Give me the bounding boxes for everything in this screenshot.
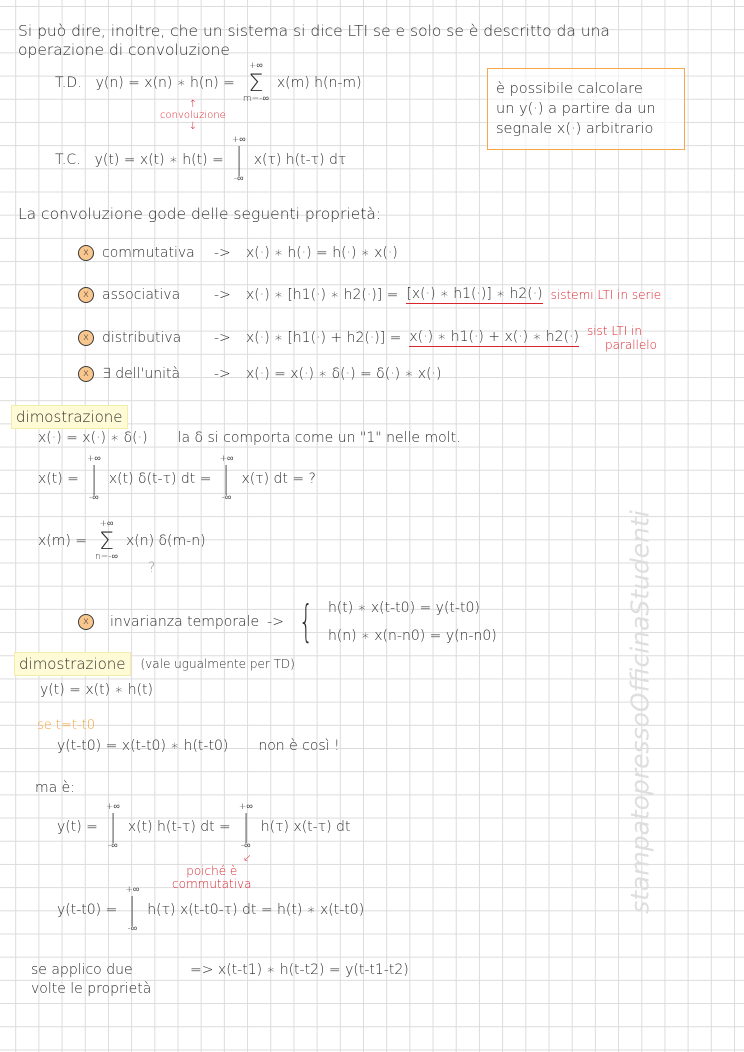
property-time-invariance <box>78 596 497 647</box>
tc-int-top: +∞ <box>231 135 246 145</box>
int-bottom: -∞ <box>108 841 118 851</box>
ytt0-row <box>57 886 364 934</box>
sum-top: +∞ <box>99 519 114 529</box>
xm-sum: x(n) δ(m-n) <box>125 533 206 549</box>
proof-line: y(t) = x(t) ∗ h(t) <box>40 682 153 698</box>
invariance-eq-1: h(t) ∗ x(t-t0) = y(t-t0) <box>327 600 480 616</box>
xm-row <box>38 520 206 562</box>
integral-icon: | <box>223 461 230 496</box>
question-mark: ? <box>148 560 156 576</box>
arrow-icon: -> <box>214 245 231 261</box>
yt-int1: x(t) h(t-τ) dt = <box>127 819 231 835</box>
tc-int-bottom: -∞ <box>233 174 244 184</box>
convolution-arrow-down-icon: ↓ <box>188 121 198 132</box>
bullet-icon: x <box>78 614 94 630</box>
proof-line: x(·) = x(·) ∗ δ(·) <box>38 430 148 446</box>
integral <box>219 455 233 503</box>
xt-row <box>38 455 316 503</box>
convolution-annotation <box>160 99 226 132</box>
proof1-line-row <box>38 430 461 446</box>
because-arrow-icon: ↙ <box>243 853 252 864</box>
integral-icon: | <box>235 142 242 177</box>
property-name: commutativa <box>102 245 195 261</box>
tc-lhs: y(t) = x(t) ∗ h(t) = <box>94 152 224 168</box>
property-underlined: x(·) ∗ h1(·) + x(·) ∗ h2(·) <box>409 329 579 345</box>
arrow-icon: -> <box>214 366 231 382</box>
sigma-icon: Σ <box>248 69 264 97</box>
tc-label: T.C. <box>55 152 81 168</box>
condition: se t=t-t0 <box>37 718 96 733</box>
arrow-icon: -> <box>214 287 231 303</box>
apply-line-1: se applico due <box>31 962 133 978</box>
property-name: invarianza temporale <box>110 614 260 630</box>
property-name: distributiva <box>102 330 182 346</box>
arrow-icon: -> <box>267 614 284 630</box>
watermark: stampatopressoOfficinaStudenti <box>625 510 655 914</box>
int-bottom: -∞ <box>221 493 232 503</box>
yt-row <box>57 803 350 851</box>
brace-icon: { <box>298 596 313 647</box>
integral-icon: | <box>129 892 136 927</box>
integral <box>106 803 120 851</box>
integral-icon: | <box>90 461 97 496</box>
td-sum-bottom: m=-∞ <box>242 94 269 104</box>
bullet-icon: x <box>78 330 94 346</box>
integral <box>125 886 139 934</box>
proof-comment: la δ si comporta come un "1" nelle molt. <box>177 430 461 446</box>
property-formula: x(·) ∗ [h1(·) + h2(·)] = <box>246 330 402 346</box>
ytt0-rhs: h(τ) x(t-t0-τ) dt = h(t) ∗ x(t-t0) <box>147 902 365 918</box>
property-note: sistemi LTI in serie <box>550 288 662 302</box>
property-formula: x(·) ∗ [h1(·) ∗ h2(·)] = <box>246 287 399 303</box>
property-note-line-2: parallelo <box>604 338 657 352</box>
bullet-icon: x <box>78 287 94 303</box>
xm-lhs: x(m) = <box>38 533 88 549</box>
sum-bottom: n=-∞ <box>95 552 118 562</box>
tc-rhs: x(τ) h(t-τ) dτ <box>253 152 347 168</box>
yt-int2: h(τ) x(t-τ) dt <box>260 819 351 835</box>
td-label: T.D. <box>55 75 82 91</box>
yt-lhs: y(t) = <box>57 819 98 835</box>
because-line-1: poiché è <box>186 864 238 878</box>
property-formula: x(·) ∗ h(·) = h(·) ∗ x(·) <box>246 245 398 261</box>
boxed-note <box>487 68 685 150</box>
int-top: +∞ <box>219 454 234 464</box>
tc-row <box>55 136 346 184</box>
property-formula: x(·) = x(·) ∗ δ(·) = δ(·) ∗ x(·) <box>246 366 442 382</box>
property-underlined: [x(·) ∗ h1(·)] ∗ h2(·) <box>406 286 543 302</box>
int-bottom: -∞ <box>127 924 138 934</box>
property-name: associativa <box>102 287 181 303</box>
td-sum <box>243 62 269 104</box>
xt-lhs: x(t) = <box>38 471 79 487</box>
boxed-note-line-2: un y(·) a partire da un <box>496 101 656 117</box>
td-lhs: y(n) = x(n) ∗ h(n) = <box>95 75 235 91</box>
property-note <box>587 324 657 352</box>
convolution-note: convoluzione <box>160 110 226 121</box>
invariance-eq-2: h(n) ∗ x(n-n0) = y(n-n0) <box>327 628 497 644</box>
property-distributive <box>78 324 657 352</box>
boxed-note-line-3: segnale x(·) arbitrario <box>496 121 654 137</box>
apply-line-2: volte le proprietà <box>31 981 152 997</box>
td-rhs: x(m) h(n-m) <box>276 75 362 91</box>
td-sum-top: +∞ <box>248 61 263 71</box>
property-note-line-1: sist LTI in <box>586 324 642 338</box>
td-row <box>55 62 362 104</box>
proof2-line2-row <box>57 738 340 754</box>
integral <box>239 803 253 851</box>
sum <box>95 520 118 562</box>
integral-icon: | <box>109 809 116 844</box>
property-unit <box>78 366 441 382</box>
proof-heading: dimostrazione <box>11 405 128 429</box>
xt-int1: x(t) δ(t-τ) dt = <box>108 471 212 487</box>
proof-line: y(t-t0) = x(t-t0) ∗ h(t-t0) <box>57 738 229 754</box>
property-name: ∃ dell'unità <box>102 366 181 382</box>
proof-note: (vale ugualmente per TD) <box>140 657 295 671</box>
intro-line-1: Si può dire, inoltre, che un sistema si dice LTI se e solo se è descritto da una <box>18 22 610 40</box>
property-commutative <box>78 245 398 261</box>
bullet-icon: x <box>78 366 94 382</box>
sigma-icon: Σ <box>98 527 115 555</box>
int-top: +∞ <box>238 802 253 812</box>
bullet-icon: x <box>78 245 94 261</box>
int-bottom: -∞ <box>240 841 251 851</box>
proof2-heading-row <box>14 652 295 676</box>
proof-heading: dimostrazione <box>14 652 131 676</box>
int-bottom: -∞ <box>89 493 99 503</box>
int-top: +∞ <box>86 454 101 464</box>
boxed-note-line-1: è possibile calcolare <box>496 81 643 97</box>
convolution-arrow-up-icon: ↑ <box>188 99 198 110</box>
because-line-2: commutativa <box>172 877 252 891</box>
ytt0-lhs: y(t-t0) = <box>57 902 118 918</box>
intro-line-2: operazione di convoluzione <box>18 41 230 59</box>
integral-icon: | <box>242 809 249 844</box>
apply-result: => x(t-t1) ∗ h(t-t2) = y(t-t1-t2) <box>190 962 409 978</box>
proof-comment: non è così ! <box>258 738 340 754</box>
invariance-equations <box>328 600 497 644</box>
int-top: +∞ <box>105 802 120 812</box>
int-top: +∞ <box>125 885 140 895</box>
proof1-heading-row <box>11 405 128 429</box>
tc-integral <box>232 136 246 184</box>
xt-int2: x(τ) dt = ? <box>241 471 316 487</box>
integral <box>87 455 101 503</box>
property-associative <box>78 286 661 304</box>
properties-intro: La convoluzione gode delle seguenti proprietà: <box>18 205 382 223</box>
but-label: ma è: <box>35 780 75 796</box>
arrow-icon: -> <box>214 330 231 346</box>
